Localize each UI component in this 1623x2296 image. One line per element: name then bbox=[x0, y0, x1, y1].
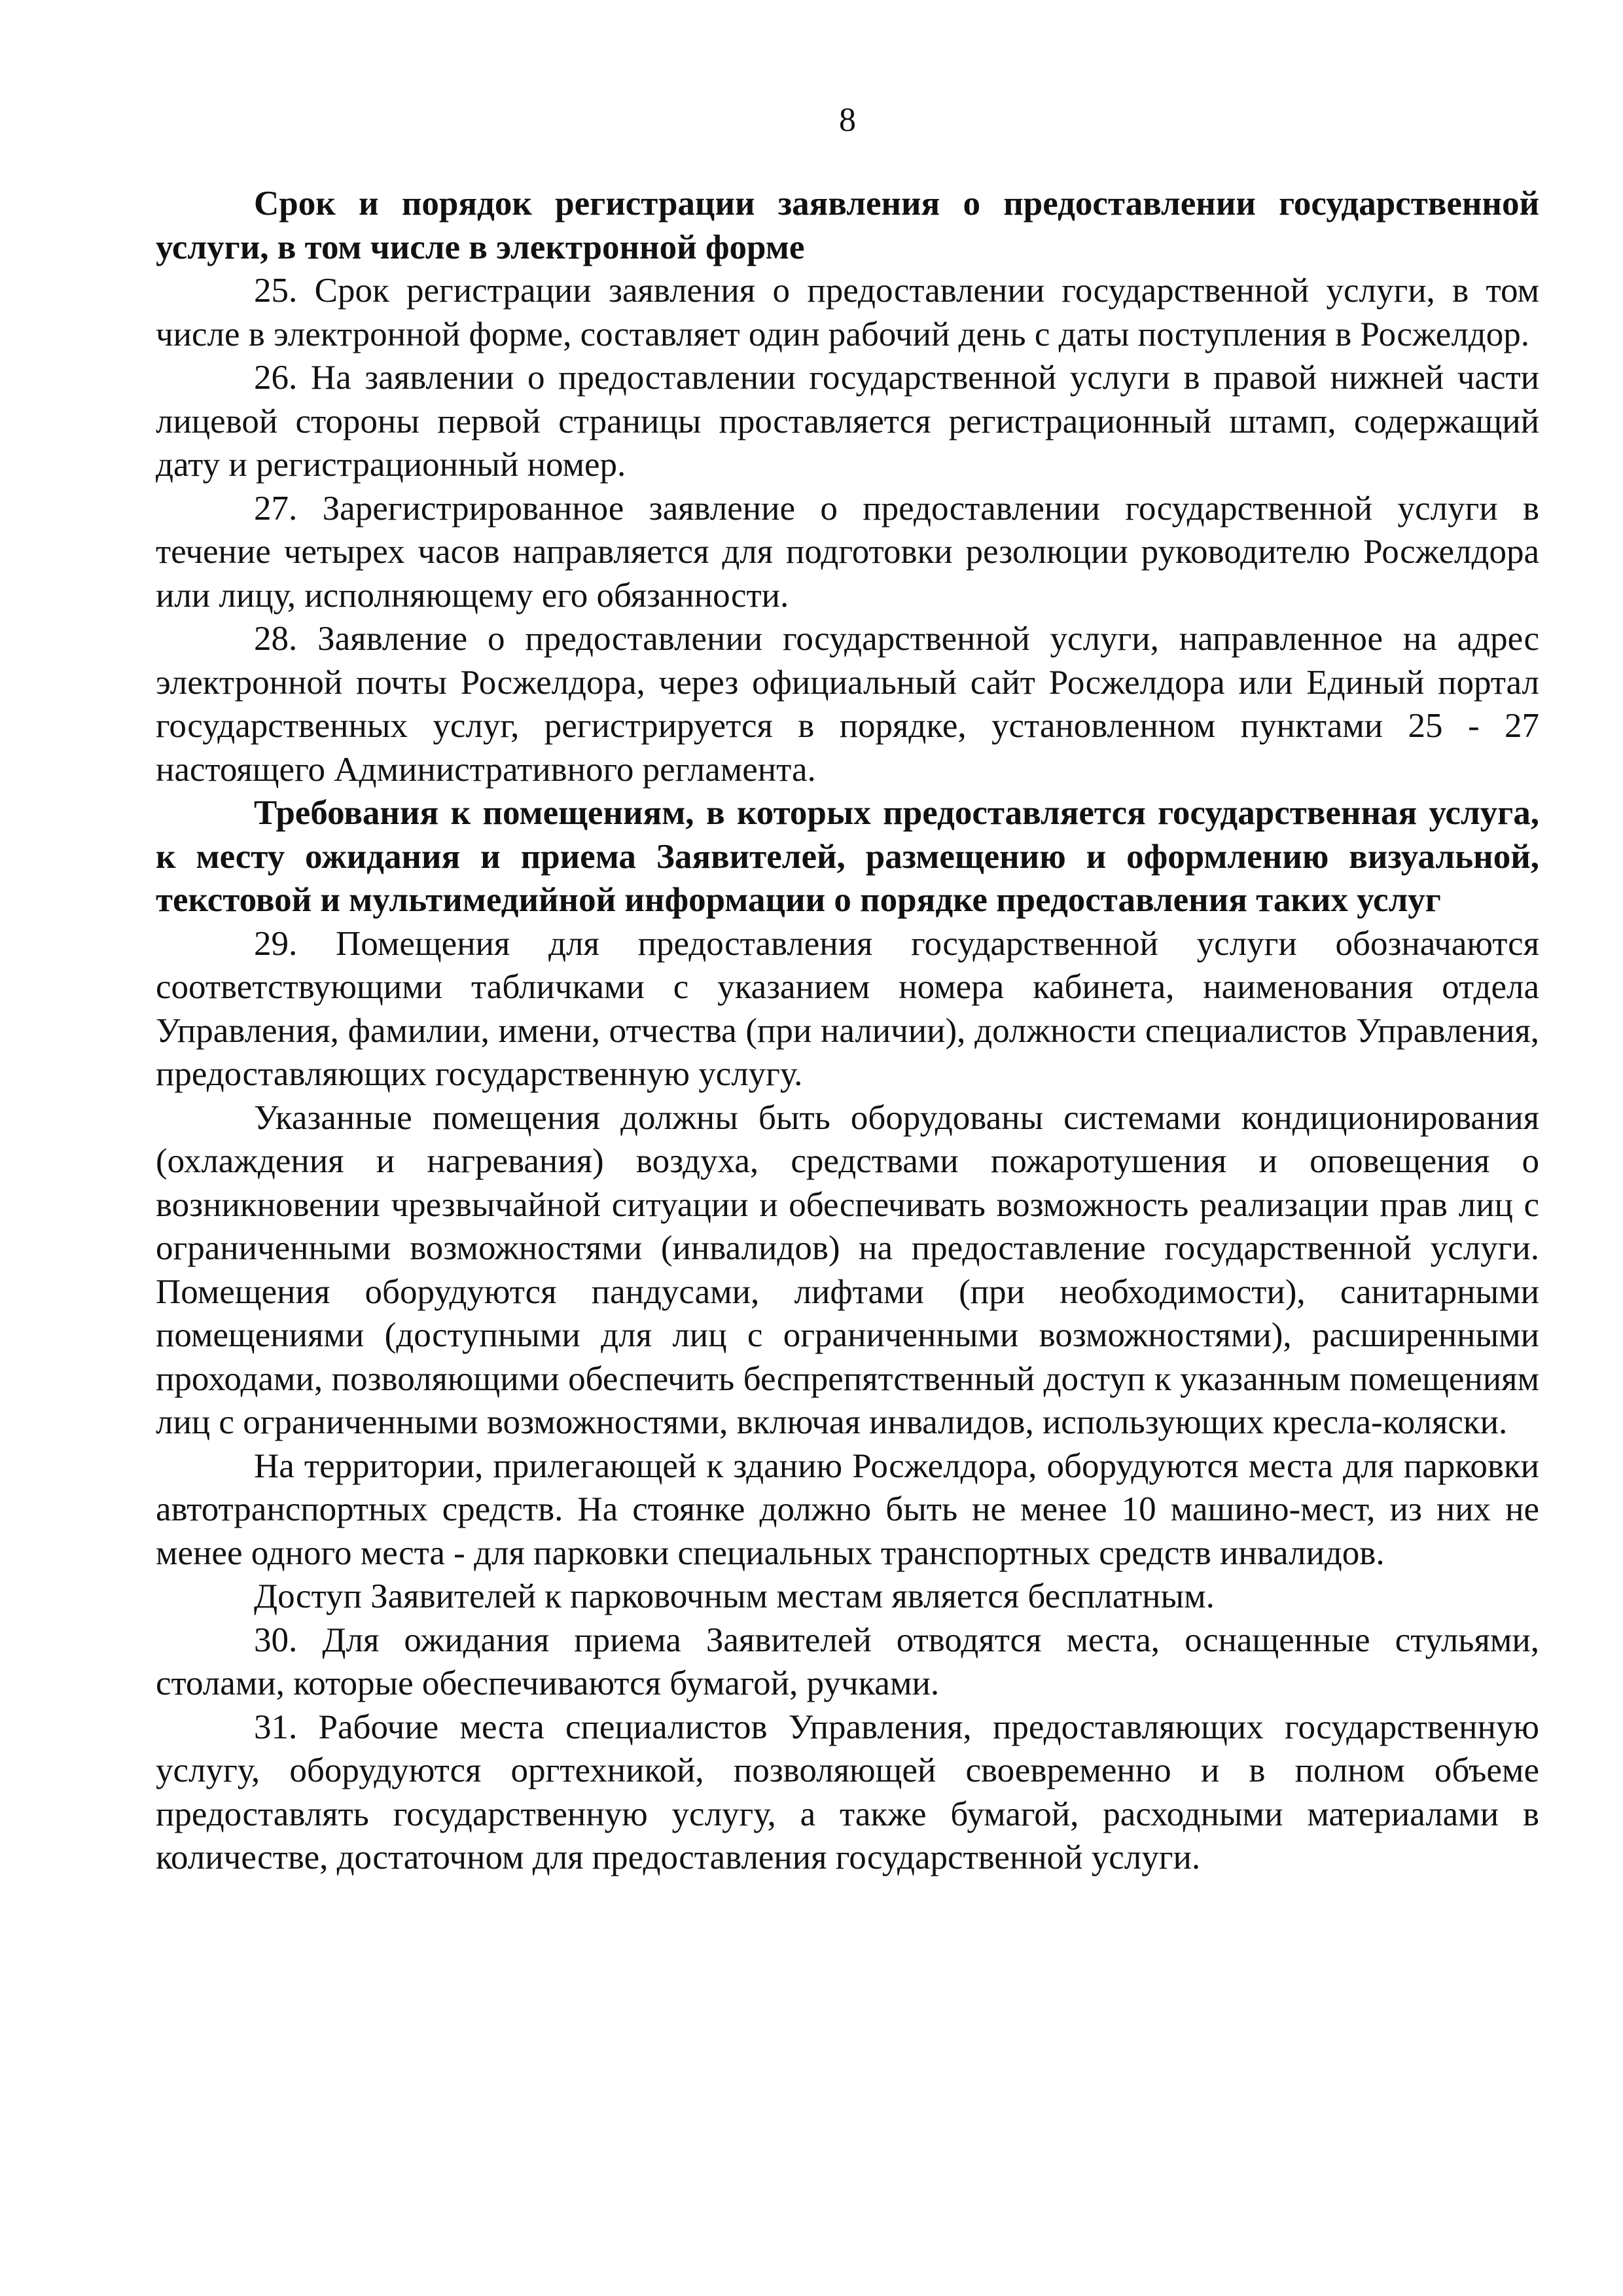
paragraph-29: 29. Помещения для предоставления государственной услуги обозначаются соответствующими табличками с указанием номера кабинета, наименования отдела Управления, фамилии, имени, отчества (при наличии), должности специалистов Управления, предоставляющих государственную услугу. bbox=[156, 924, 1539, 1093]
document-body bbox=[156, 182, 1539, 1880]
section-heading-premises: Требования к помещениям, в которых предоставляется государственная услуга, к месту ожидания и приема Заявителей, размещению и оформлению визуальной, текстовой и мультимедийной информации о порядке предоставления таких услуг bbox=[156, 794, 1539, 919]
paragraph-31: 31. Рабочие места специалистов Управления, предоставляющих государственную услугу, оборудуются оргтехникой, позволяющей своевременно и в полном объеме предоставлять государственную услугу, а также бумагой, расходными материалами в количестве, достаточном для предоставления государственной услуги. bbox=[156, 1708, 1539, 1876]
section-heading-registration: Срок и порядок регистрации заявления о предоставлении государственной услуги, в том числе в электронной форме bbox=[156, 185, 1539, 266]
paragraph-27: 27. Зарегистрированное заявление о предоставлении государственной услуги в течение четырех часов направляется для подготовки резолюции руководителю Росжелдора или лицу, исполняющему его обязанности. bbox=[156, 489, 1539, 615]
page-number: 8 bbox=[839, 101, 856, 139]
paragraph-parking: На территории, прилегающей к зданию Росжелдора, оборудуются места для парковки автотранспортных средств. На стоянке должно быть не менее 10 машино-мест, из них не менее одного места - для парковки специальных транспортных средств инвалидов. bbox=[156, 1446, 1539, 1572]
paragraph-premises-equipment: Указанные помещения должны быть оборудованы системами кондиционирования (охлаждения и нагревания) воздуха, средствами пожаротушения и оповещения о возникновении чрезвычайной ситуации и обеспечивать возможность реализации прав лиц с ограниченными возможностями (инвалидов) на предоставление государственной услуги. Помещения оборудуются пандусами, лифтами (при необходимости), санитарными помещениями (доступными для лиц с ограниченными возможностями), расширенными проходами, позволяющими обеспечить беспрепятственный доступ к указанным помещениям лиц с ограниченными возможностями, включая инвалидов, использующих кресла-коляски. bbox=[156, 1098, 1539, 1441]
paragraph-25: 25. Срок регистрации заявления о предоставлении государственной услуги, в том числе в электронной форме, составляет один рабочий день с даты поступления в Росжелдор. bbox=[156, 272, 1539, 353]
paragraph-28: 28. Заявление о предоставлении государственной услуги, направленное на адрес электронной почты Росжелдора, через официальный сайт Росжелдора или Единый портал государственных услуг, регистрируется в порядке, установленном пунктами 25 - 27 настоящего Административного регламента. bbox=[156, 620, 1539, 789]
paragraph-26: 26. На заявлении о предоставлении государственной услуги в правой нижней части лицевой стороны первой страницы проставляется регистрационный штамп, содержащий дату и регистрационный номер. bbox=[156, 359, 1539, 484]
document-page bbox=[156, 0, 1539, 2296]
paragraph-30: 30. Для ожидания приема Заявителей отводятся места, оснащенные стульями, столами, которые обеспечиваются бумагой, ручками. bbox=[156, 1621, 1539, 1702]
paragraph-parking-access: Доступ Заявителей к парковочным местам является бесплатным. bbox=[254, 1577, 1215, 1615]
